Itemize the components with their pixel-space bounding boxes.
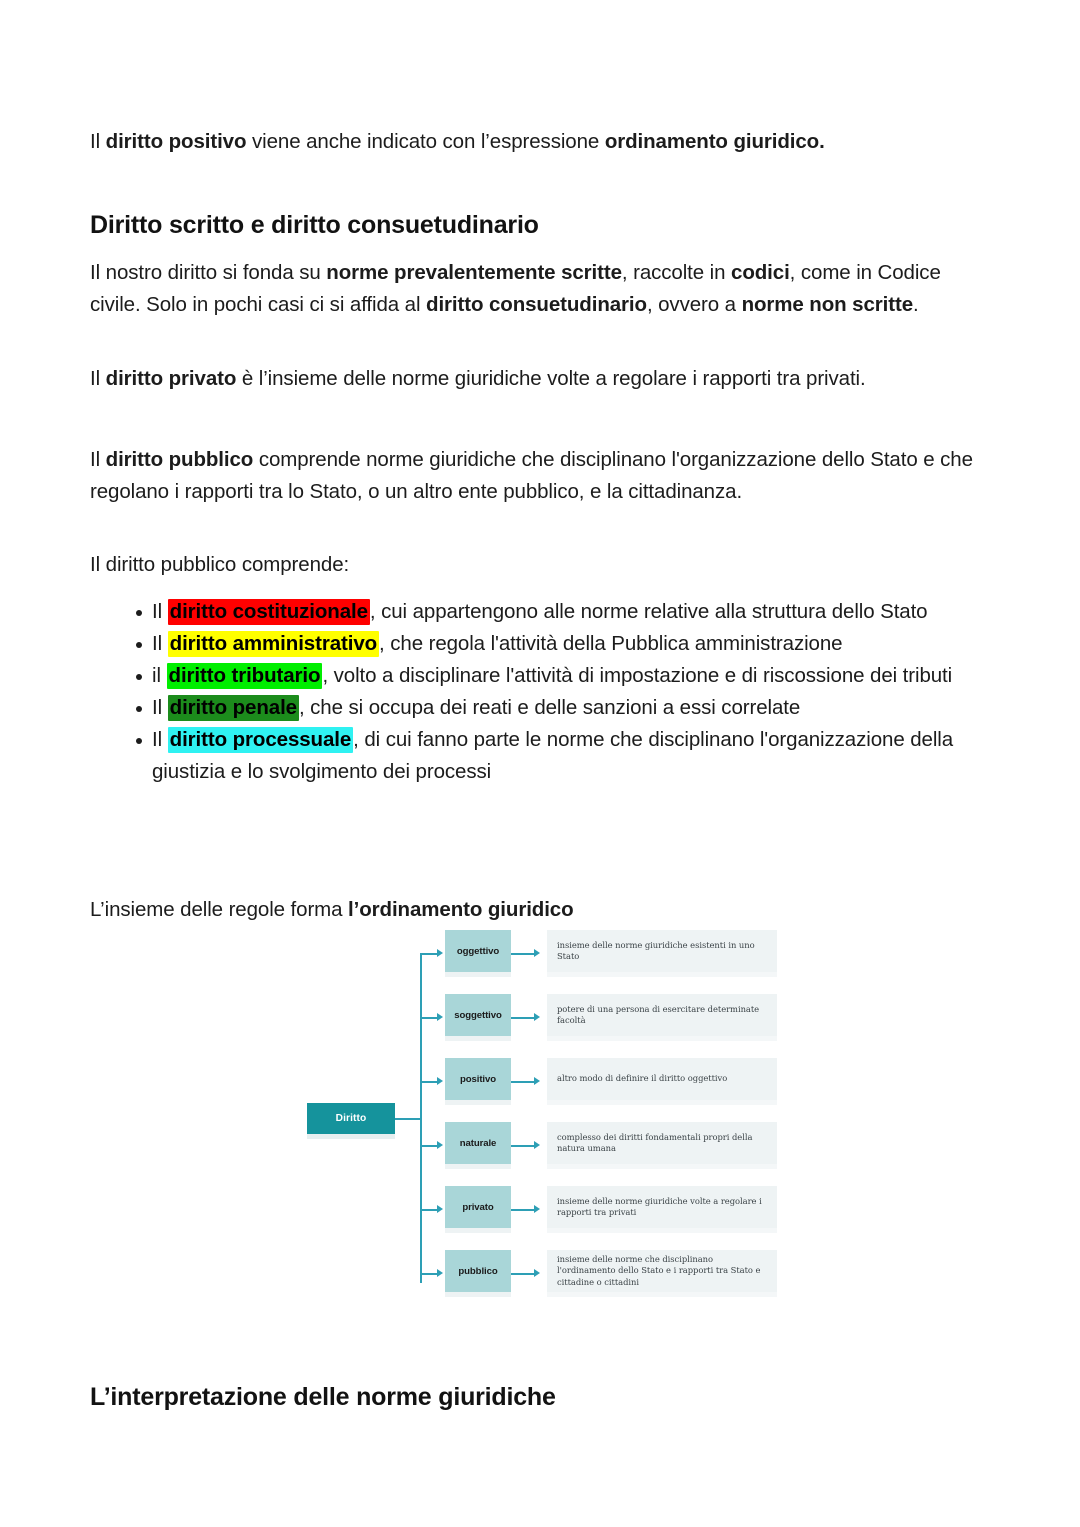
diagram-description-naturale: complesso dei diritti fondamentali propri della natura umana bbox=[547, 1122, 777, 1164]
node-shadow bbox=[445, 972, 511, 977]
list-item bbox=[90, 724, 990, 788]
paragraph-text: Il diritto pubblico comprende: bbox=[90, 553, 350, 576]
bullet-prefix: Il bbox=[152, 696, 168, 719]
paragraph-text bbox=[90, 894, 990, 926]
diagram-description-pubblico: insieme delle norme che disciplinano l'ordinamento dello Stato e i rapporti tra Stato e cittadine o cittadini bbox=[547, 1250, 777, 1292]
arrow-branch-1 bbox=[437, 949, 443, 957]
text-run: Il bbox=[90, 367, 106, 390]
node-shadow bbox=[445, 1228, 511, 1233]
diagram-node-naturale bbox=[445, 1122, 511, 1164]
text-run-bold: norme non scritte bbox=[741, 293, 914, 316]
text-run-bold: codici bbox=[731, 261, 790, 284]
description-wrap bbox=[547, 994, 777, 1041]
description-wrap bbox=[547, 1122, 777, 1169]
bullet-rest: , cui appartengono alle norme relative alla struttura dello Stato bbox=[369, 600, 928, 623]
bullet-prefix: il bbox=[152, 664, 167, 687]
paragraph-text bbox=[90, 126, 990, 158]
list-item bbox=[90, 628, 990, 660]
paragraph-text bbox=[90, 363, 990, 395]
text-run: Il bbox=[90, 130, 106, 153]
bullet-list bbox=[90, 596, 990, 788]
connector-root-stem bbox=[395, 1118, 421, 1120]
node-label: soggettivo bbox=[454, 1009, 502, 1021]
text-run-bold: diritto positivo bbox=[105, 130, 247, 153]
text-run: L’insieme delle regole forma bbox=[90, 898, 349, 921]
list-item bbox=[90, 660, 990, 692]
list-item bbox=[90, 692, 990, 724]
root-node-shadow bbox=[307, 1134, 395, 1139]
node-label: privato bbox=[462, 1201, 494, 1213]
section-heading-diritto-scritto bbox=[90, 208, 990, 242]
bullet-rest: , volto a disciplinare l'attività di impostazione e di riscossione dei tributi bbox=[322, 664, 953, 687]
text-run-bold: norme prevalentemente scritte bbox=[326, 261, 622, 284]
highlight-diritto-costituzionale: diritto costituzionale bbox=[169, 600, 368, 623]
node-shadow bbox=[445, 1292, 511, 1297]
paragraph-ordinamento-giuridico bbox=[90, 894, 990, 926]
bullet-rest: , di cui fanno parte le norme che disciplinano l'organizzazione della giustizia e lo svolgimento dei processi bbox=[152, 728, 954, 783]
arrow-branch-6 bbox=[437, 1269, 443, 1277]
diagram-row-soggettivo bbox=[445, 994, 777, 1041]
connector-vertical-spine bbox=[420, 953, 422, 1283]
paragraph-lead-in bbox=[90, 549, 990, 581]
connector-branch-4 bbox=[420, 1145, 438, 1147]
diagram-row-privato bbox=[445, 1186, 777, 1233]
description-shadow bbox=[547, 972, 777, 977]
node-shadow bbox=[445, 1164, 511, 1169]
diagram-node-soggettivo bbox=[445, 994, 511, 1036]
paragraph-norme-scritte bbox=[90, 257, 990, 321]
connector-branch-3 bbox=[420, 1081, 438, 1083]
diagram-description-positivo: altro modo di definire il diritto oggettivo bbox=[547, 1058, 777, 1100]
description-shadow bbox=[547, 1292, 777, 1297]
text-run: Il bbox=[90, 448, 106, 471]
text-run: , come in Codice civile. Solo in pochi casi ci si affida al bbox=[90, 261, 941, 316]
highlight-diritto-processuale: diritto processuale bbox=[169, 728, 352, 751]
diagram-row-positivo bbox=[445, 1058, 777, 1105]
connector-branch-5 bbox=[420, 1209, 438, 1211]
bullet-prefix: Il bbox=[152, 600, 168, 623]
text-run-bold: diritto pubblico bbox=[105, 448, 254, 471]
connector-branch-2 bbox=[420, 1017, 438, 1019]
section-heading-interpretazione bbox=[90, 1380, 990, 1414]
diagram-node-pubblico bbox=[445, 1250, 511, 1292]
branches-of-public-law-list bbox=[90, 596, 990, 788]
arrow-branch-4 bbox=[437, 1141, 443, 1149]
text-run: , raccolte in bbox=[621, 261, 732, 284]
diagram-row-naturale bbox=[445, 1122, 777, 1169]
paragraph-diritto-privato bbox=[90, 363, 990, 395]
description-shadow bbox=[547, 1228, 777, 1233]
description-wrap bbox=[547, 1186, 777, 1233]
text-run: comprende norme giuridiche che disciplinano l'organizzazione dello Stato e che regolano i rapporti tra lo Stato, o un altro ente pubblico, e la cittadinanza. bbox=[90, 448, 973, 503]
paragraph-diritto-positivo bbox=[90, 126, 990, 158]
diagram-root-node bbox=[307, 1103, 395, 1134]
connector-branch-6 bbox=[420, 1273, 438, 1275]
diagram-node-privato bbox=[445, 1186, 511, 1228]
highlight-diritto-penale: diritto penale bbox=[169, 696, 297, 719]
node-shadow bbox=[445, 1100, 511, 1105]
bullet-rest: , che regola l'attività della Pubblica amministrazione bbox=[379, 632, 843, 655]
node-label: pubblico bbox=[458, 1265, 498, 1277]
text-run: Il nostro diritto si fonda su bbox=[90, 261, 327, 284]
description-shadow bbox=[547, 1036, 777, 1041]
description-shadow bbox=[547, 1164, 777, 1169]
arrow-branch-5 bbox=[437, 1205, 443, 1213]
diagram-description-soggettivo: potere di una persona di esercitare determinate facoltà bbox=[547, 994, 777, 1036]
diagram-row-oggettivo bbox=[445, 930, 777, 977]
node-shadow bbox=[445, 1036, 511, 1041]
bullet-rest: , che si occupa dei reati e delle sanzioni a essi correlate bbox=[298, 696, 801, 719]
text-run-bold: diritto privato bbox=[105, 367, 237, 390]
node-label: oggettivo bbox=[456, 945, 500, 957]
text-run-bold: ordinamento giuridico. bbox=[604, 130, 825, 153]
description-wrap bbox=[547, 1058, 777, 1105]
root-node-label: Diritto bbox=[335, 1113, 367, 1124]
paragraph-text bbox=[90, 444, 990, 508]
diagram-row-pubblico bbox=[445, 1250, 777, 1297]
connector-branch-1 bbox=[420, 953, 438, 955]
text-run: è l’insieme delle norme giuridiche volte a regolare i rapporti tra privati. bbox=[236, 367, 866, 390]
diagram-rows bbox=[445, 930, 777, 1297]
arrow-branch-3 bbox=[437, 1077, 443, 1085]
text-run: , ovvero a bbox=[646, 293, 742, 316]
bullet-prefix: Il bbox=[152, 728, 168, 751]
heading-text: L’interpretazione delle norme giuridiche bbox=[90, 1383, 556, 1411]
node-label: naturale bbox=[459, 1137, 497, 1149]
description-wrap bbox=[547, 1250, 777, 1297]
node-label: positivo bbox=[460, 1073, 496, 1085]
bullet-prefix: Il bbox=[152, 632, 168, 655]
description-wrap bbox=[547, 930, 777, 977]
text-run-bold: l’ordinamento giuridico bbox=[348, 898, 574, 921]
text-run: . bbox=[913, 293, 919, 316]
diagram-description-oggettivo: insieme delle norme giuridiche esistenti in uno Stato bbox=[547, 930, 777, 972]
paragraph-text bbox=[90, 257, 990, 321]
diagram-node-oggettivo bbox=[445, 930, 511, 972]
highlight-diritto-tributario: diritto tributario bbox=[168, 664, 321, 687]
list-item bbox=[90, 596, 990, 628]
text-run-bold: diritto consuetudinario bbox=[426, 293, 647, 316]
paragraph-diritto-pubblico bbox=[90, 444, 990, 508]
diagram-node-positivo bbox=[445, 1058, 511, 1100]
highlight-diritto-amministrativo: diritto amministrativo bbox=[169, 632, 378, 655]
heading-text: Diritto scritto e diritto consuetudinario bbox=[90, 211, 539, 239]
text-run: viene anche indicato con l’espressione bbox=[246, 130, 605, 153]
diritto-classification-diagram bbox=[307, 930, 777, 1315]
diagram-description-privato: insieme delle norme giuridiche volte a regolare i rapporti tra privati bbox=[547, 1186, 777, 1228]
description-shadow bbox=[547, 1100, 777, 1105]
arrow-branch-2 bbox=[437, 1013, 443, 1021]
